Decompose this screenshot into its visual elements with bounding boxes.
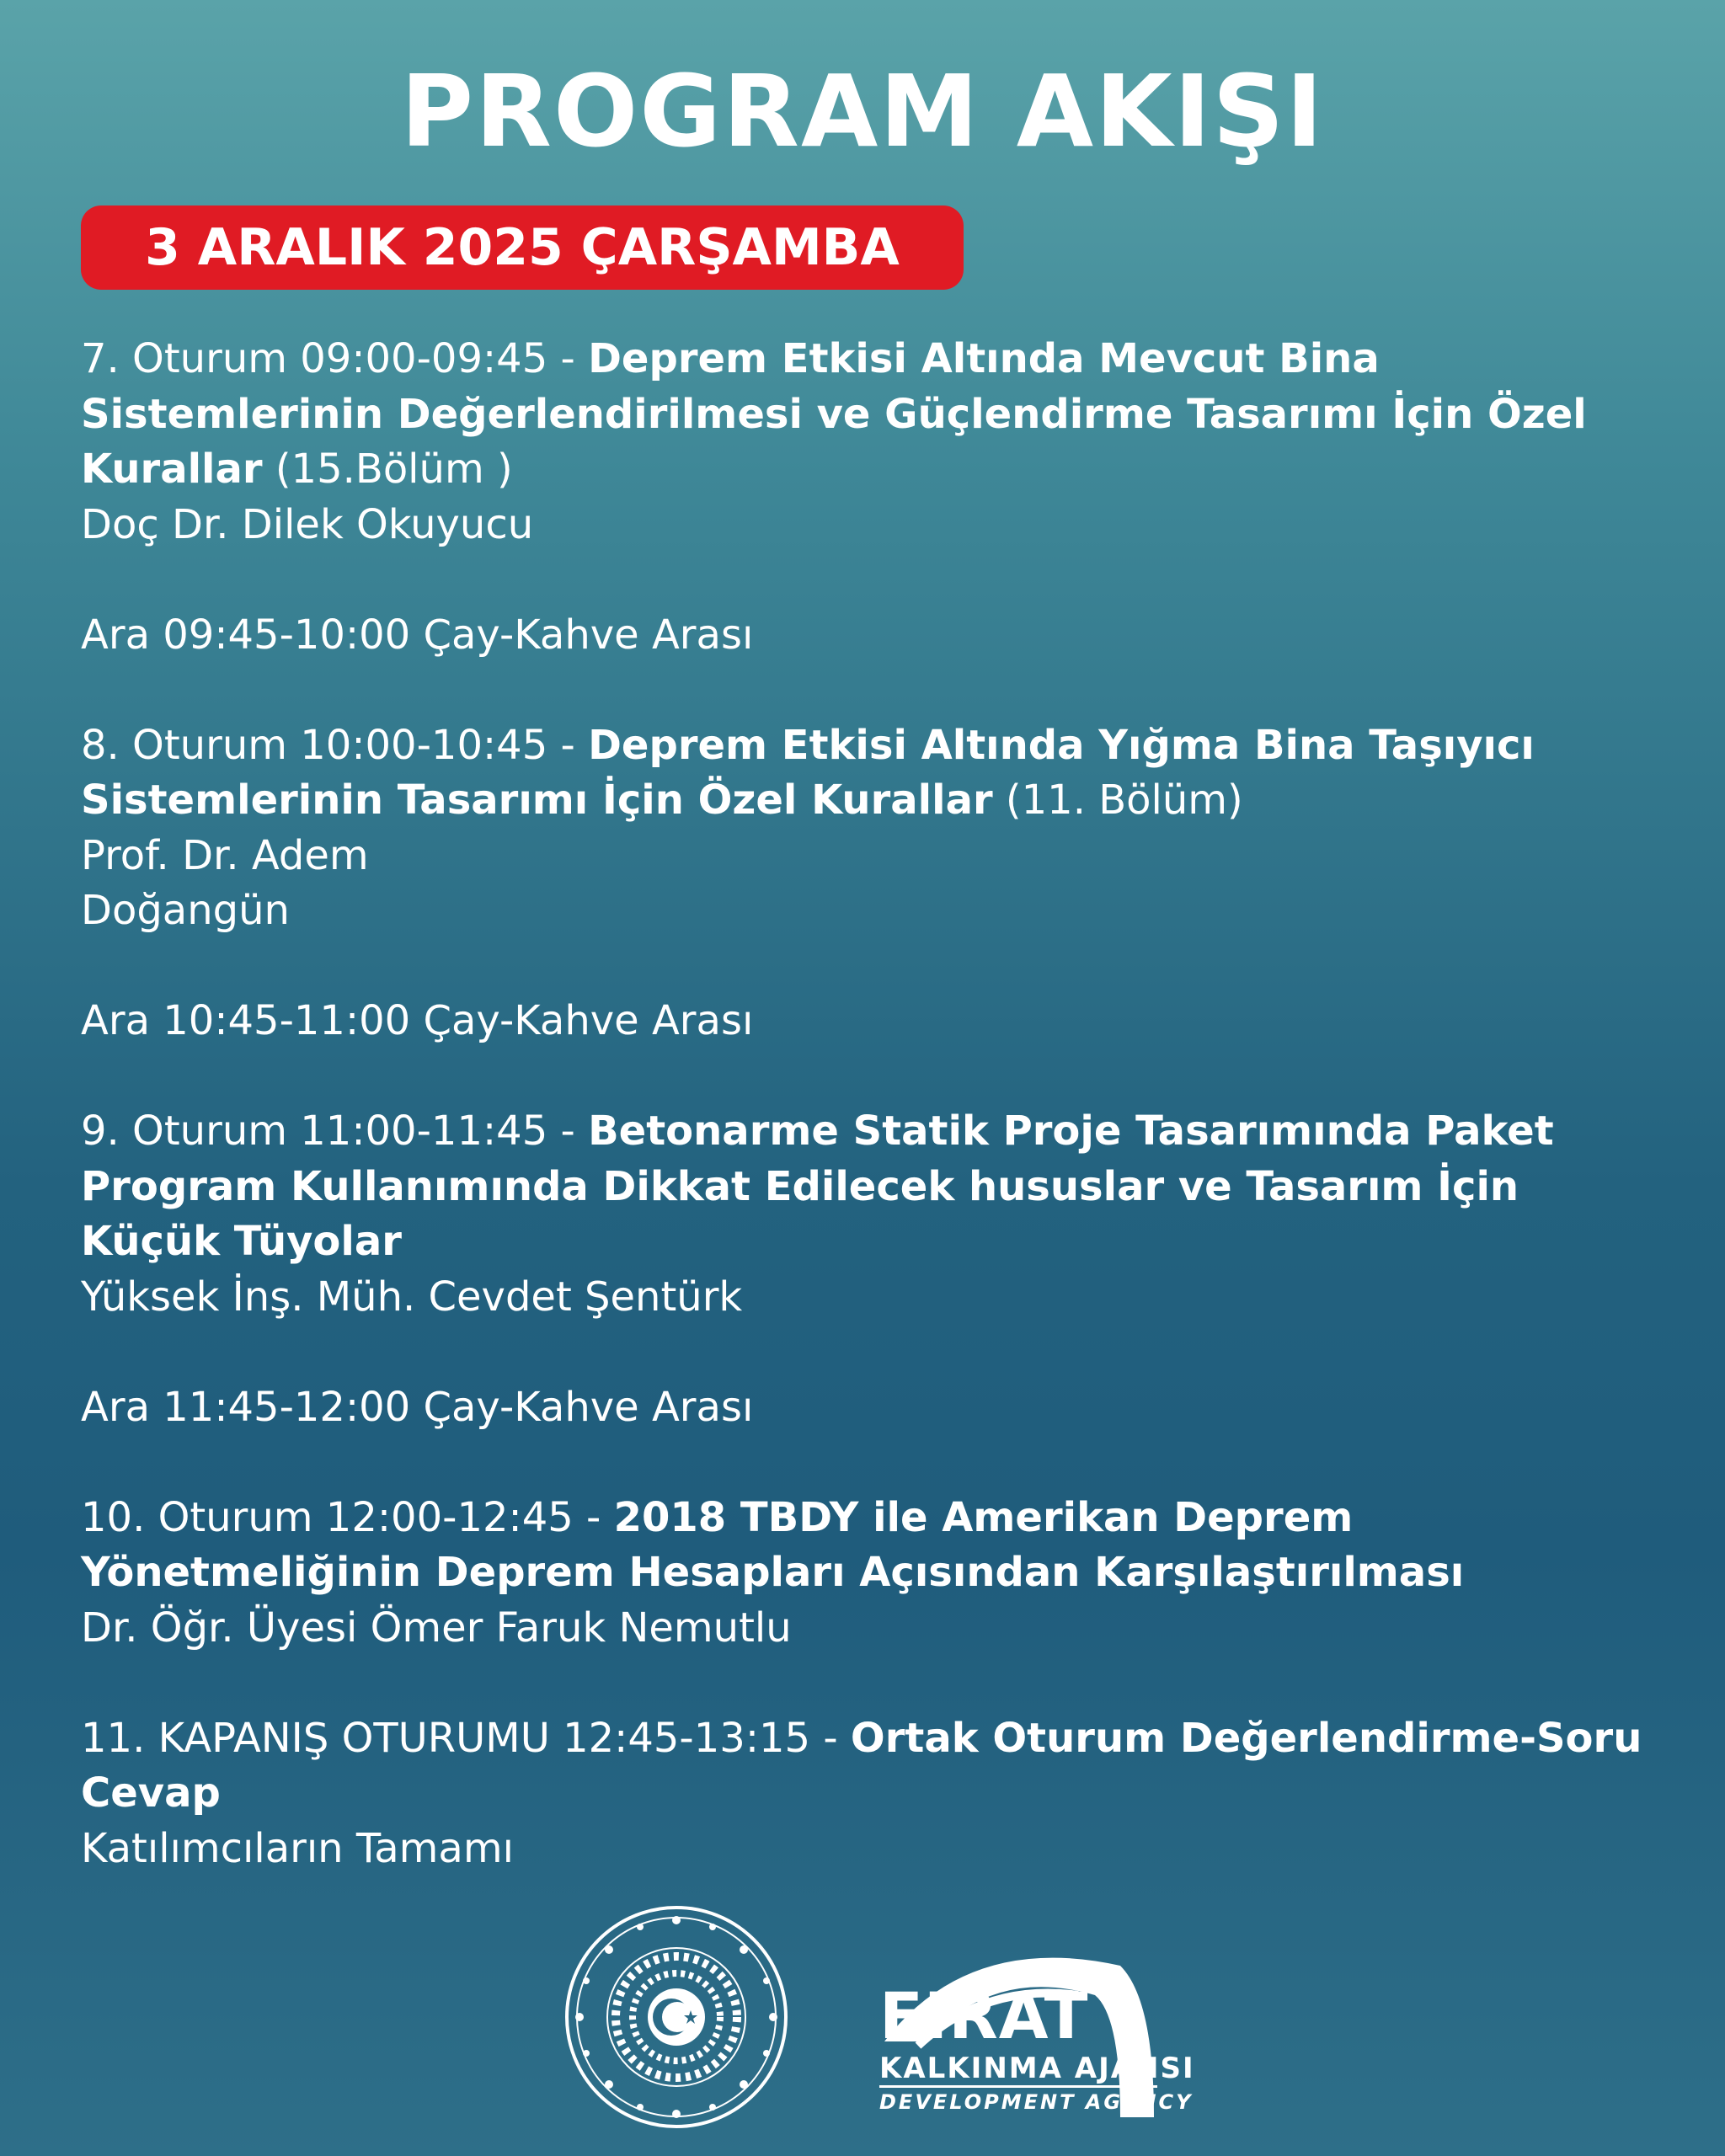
session-time: 10. Oturum 12:00-12:45 - <box>81 1493 614 1541</box>
speaker-name: Yüksek İnş. Müh. Cevdet Şentürk <box>81 1273 743 1321</box>
speaker-name: Doç Dr. Dilek Okuyucu <box>81 500 534 548</box>
session-chapter: (11. Bölüm) <box>992 776 1243 824</box>
agency-divider <box>879 2085 1157 2088</box>
session-time: 7. Oturum 09:00-09:45 - <box>81 335 589 382</box>
date-badge: 3 ARALIK 2025 ÇARŞAMBA <box>81 205 964 290</box>
agency-english-name: DEVELOPMENT AGENCY <box>879 2090 1194 2114</box>
break-3: Ara 11:45-12:00 Çay-Kahve Arası <box>81 1383 754 1431</box>
session-title: 2018 TBDY ile Amerikan Deprem Yönetmeliğinin Deprem Hesapları Açısından Karşılaştırılması <box>81 1493 1465 1596</box>
session-11-closing <box>81 1711 1664 1877</box>
speaker-name: Prof. Dr. Adem <box>81 831 369 879</box>
agency-name: FIRAT <box>879 1978 1089 2053</box>
speaker-name: Dr. Öğr. Üyesi Ömer Faruk Nemutlu <box>81 1604 792 1652</box>
session-8 <box>81 718 1664 939</box>
agency-subtitle: KALKINMA AJANSI <box>879 2052 1195 2085</box>
session-title: Betonarme Statik Proje Tasarımında Paket Program Kullanımında Dikkat Edilecek hususlar ve Tasarım İçin Küçük Tüyolar <box>81 1107 1554 1265</box>
speaker-surname: Doğangün <box>81 887 290 934</box>
session-title: Deprem Etkisi Altında Mevcut Bina Sistemlerinin Değerlendirilmesi ve Güçlendirme Tasarımı İçin Özel Kurallar <box>81 335 1587 493</box>
session-title: Ortak Oturum Değerlendirme-Soru Cevap <box>81 1714 1642 1817</box>
bingol-valiligi-seal <box>563 1903 790 2131</box>
session-7 <box>81 332 1664 552</box>
session-time: 11. KAPANIŞ OTURUMU 12:45-13:15 - <box>81 1714 851 1762</box>
speaker-name: Katılımcıların Tamamı <box>81 1824 514 1872</box>
session-time: 9. Oturum 11:00-11:45 - <box>81 1107 589 1155</box>
session-chapter: (15.Bölüm ) <box>262 446 513 493</box>
page-title: PROGRAM AKIŞI <box>400 53 1325 169</box>
session-10 <box>81 1491 1664 1657</box>
program-list <box>81 332 1664 1932</box>
session-9 <box>81 1104 1664 1325</box>
break-1: Ara 09:45-10:00 Çay-Kahve Arası <box>81 611 754 659</box>
session-title: Deprem Etkisi Altında Yığma Bina Taşıyıcı Sistemlerinin Tasarımı İçin Özel Kurallar <box>81 721 1535 824</box>
break-2: Ara 10:45-11:00 Çay-Kahve Arası <box>81 997 754 1044</box>
session-time: 8. Oturum 10:00-10:45 - <box>81 721 589 769</box>
footer-logos <box>0 1903 1725 2131</box>
